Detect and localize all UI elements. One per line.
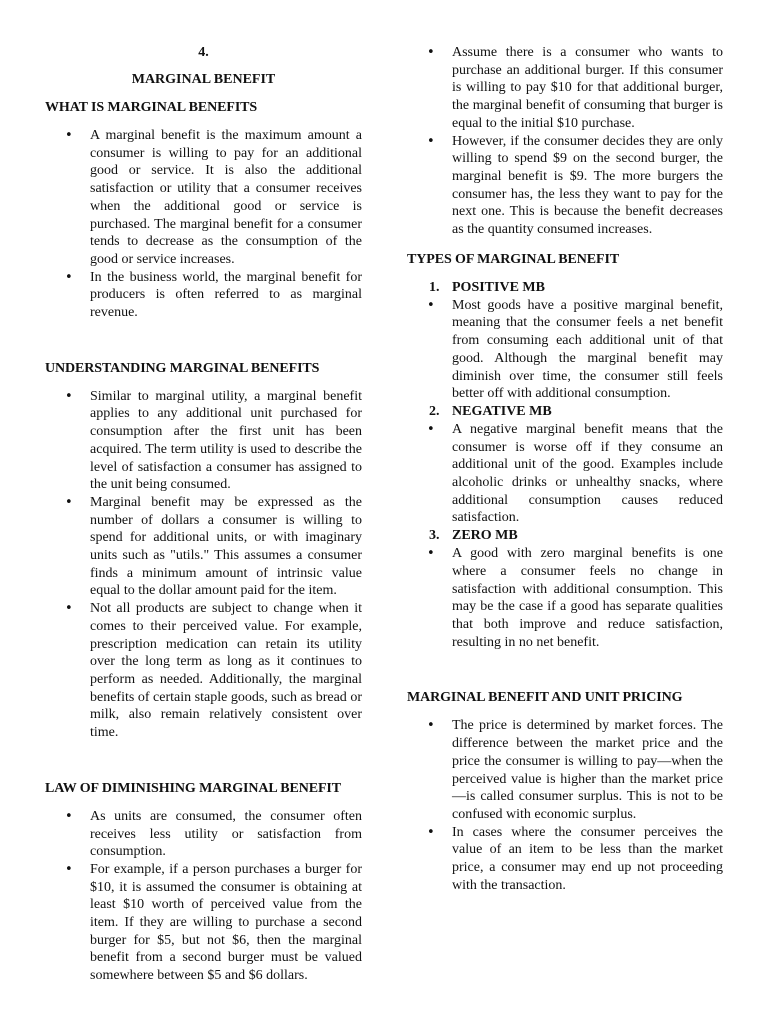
heading-understanding-marginal-benefits: UNDERSTANDING MARGINAL BENEFITS — [45, 360, 320, 376]
list-item: • The price is determined by market forces. The difference between the market price and the price the consumer is willing to pay—when the perceived value is higher than the market price—is called consumer surplus. This is not to be confused with economic surplus. — [407, 717, 723, 823]
right-column — [407, 44, 723, 894]
list-item: • A good with zero marginal benefits is one where a consumer feels no change in satisfaction with additional consumption. This may be the case if a good has separate qualities that both improve and reduce satisfaction, resulting in no net benefit. — [407, 545, 723, 651]
unit-pricing-list — [407, 717, 723, 894]
type-label: NEGATIVE MB — [452, 403, 552, 419]
list-item: • Most goods have a positive marginal benefit, meaning that the consumer feels a net benefit from consuming each additional unit of that good. Although the marginal benefit may diminish over time, the consumer still feels better off with additional consumption. — [407, 297, 723, 403]
list-item: • In cases where the consumer perceives the value of an item to be less than the market price, a consumer may end up not proceeding with the transaction. — [407, 824, 723, 895]
page-title: MARGINAL BENEFIT — [131, 72, 276, 87]
list-item: • For example, if a person purchases a burger for $10, it is assumed the consumer is obtaining at least $10 worth of perceived value from the item. If they are willing to purchase a second burger for $5, but not $6, then the marginal benefit from a second burger must be valued somewhere between $5 and $6 dollars. — [45, 861, 362, 985]
what-is-list — [45, 127, 362, 322]
type-negative-mb — [407, 403, 723, 421]
type-zero-mb — [407, 527, 723, 545]
burger-example-list — [407, 44, 723, 239]
type-number: 3. — [429, 528, 440, 544]
positive-mb-list — [407, 297, 723, 403]
list-item: • Similar to marginal utility, a marginal benefit applies to any additional unit purchased for consumption after the first unit has been acquired. The term utility is used to describe the level of satisfaction a consumer has assigned to the unit being consumed. — [45, 388, 362, 494]
type-positive-mb — [407, 279, 723, 297]
zero-mb-list — [407, 545, 723, 651]
list-item: • However, if the consumer decides they are only willing to spend $9 on the second burger, the marginal benefit is $9. The more burgers the consumer has, the less they want to pay for the next one. This is because the benefit decreases as the quantity consumed increases. — [407, 133, 723, 239]
page-number: 4. — [198, 45, 209, 60]
type-label: ZERO MB — [452, 528, 518, 544]
type-label: POSITIVE MB — [452, 279, 545, 295]
type-number: 2. — [429, 403, 440, 419]
list-item: • Marginal benefit may be expressed as the number of dollars a consumer is willing to spend for additional units, or with imaginary units such as "utils." This assumes a consumer finds a minimum amount of intrinsic value equal to the dollar amount paid for the item. — [45, 494, 362, 600]
list-item: • In the business world, the marginal benefit for producers is often referred to as marginal revenue. — [45, 269, 362, 322]
list-item: • A negative marginal benefit means that the consumer is worse off if they consume an additional unit of the good. Examples include alcoholic drinks or unhealthy snacks, where additional consumption causes reduced satisfaction. — [407, 421, 723, 527]
law-list — [45, 808, 362, 985]
heading-what-is-marginal-benefits: WHAT IS MARGINAL BENEFITS — [45, 100, 258, 115]
list-item: • A marginal benefit is the maximum amount a consumer is willing to pay for an additional good or service. It is also the additional satisfaction or utility that a consumer receives when the additional good or service is purchased. The marginal benefit for a consumer tends to decrease as the consumption of the good or service increases. — [45, 127, 362, 269]
type-number: 1. — [429, 279, 440, 295]
list-item: • Not all products are subject to change when it comes to their perceived value. For example, prescription medication can retain its utility over the long term as long as it continues to perform as needed. Additionally, the marginal benefits of certain staple goods, such as bread or milk, also remain relatively consistent over time. — [45, 600, 362, 742]
heading-marginal-benefit-and-unit-pricing: MARGINAL BENEFIT AND UNIT PRICING — [407, 690, 683, 706]
list-item: • Assume there is a consumer who wants to purchase an additional burger. If this consumer is willing to pay $10 for that additional burger, the marginal benefit of consuming that burger is equal to the initial $10 purchase. — [407, 44, 723, 133]
list-item: • As units are consumed, the consumer often receives less utility or satisfaction from consumption. — [45, 808, 362, 861]
heading-law-of-diminishing: LAW OF DIMINISHING MARGINAL BENEFIT — [45, 780, 341, 796]
left-column — [45, 44, 362, 985]
heading-types-of-marginal-benefit: TYPES OF MARGINAL BENEFIT — [407, 251, 620, 267]
understanding-list — [45, 388, 362, 742]
negative-mb-list — [407, 421, 723, 527]
